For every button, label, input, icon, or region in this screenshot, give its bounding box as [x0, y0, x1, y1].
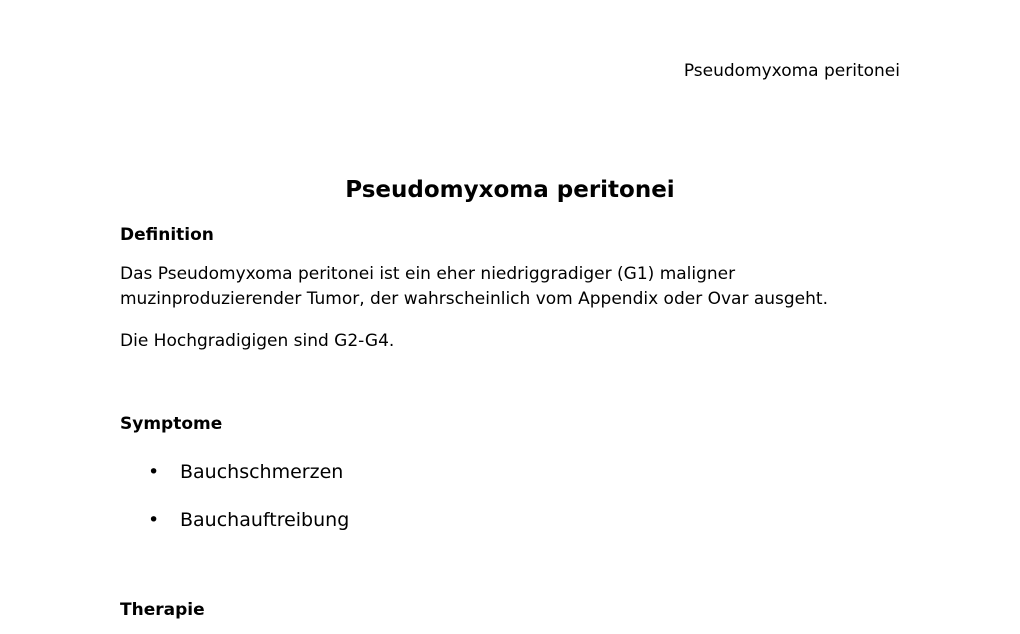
- definition-paragraph: Das Pseudomyxoma peritonei ist ein eher niedriggradiger (G1) maligner muzinproduzierender Tumor, der wahrscheinlich vom Appendix oder Ovar ausgeht.: [120, 264, 828, 309]
- grading-paragraph: Die Hochgradigigen sind G2-G4.: [120, 331, 395, 351]
- section-heading-therapie: Therapie: [120, 600, 205, 620]
- section-heading-definition: Definition: [120, 225, 214, 245]
- document-title: Pseudomyxoma peritonei: [345, 177, 675, 203]
- bullet-icon: •: [148, 509, 160, 531]
- list-item-text: Bauchauftreibung: [180, 509, 350, 531]
- list-item-text: Bauchschmerzen: [180, 461, 344, 483]
- bullet-icon: •: [148, 461, 160, 483]
- running-header: Pseudomyxoma peritonei: [683, 61, 900, 81]
- section-heading-symptome: Symptome: [120, 414, 223, 434]
